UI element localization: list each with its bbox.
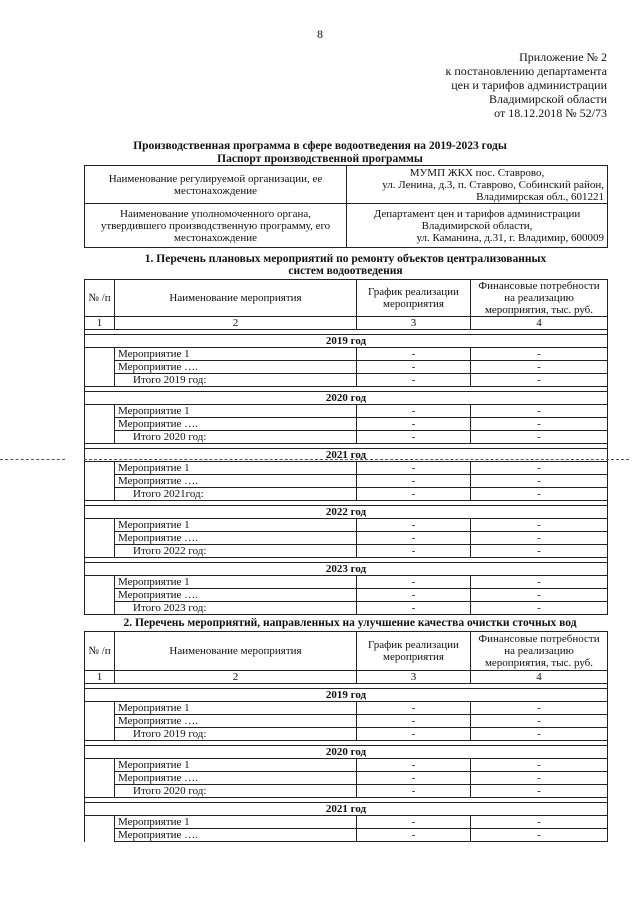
cell-name: Мероприятие 1 <box>115 702 357 715</box>
passport-value <box>347 204 608 248</box>
cell-empty <box>85 785 115 798</box>
passport-label: Наименование регулируемой организации, ее местонахождение <box>85 166 347 204</box>
cell-empty <box>85 532 115 545</box>
cell-schedule: - <box>357 418 471 431</box>
plan-table-2 <box>84 631 608 842</box>
cell-empty <box>85 488 115 501</box>
passport-value-line: Владимирская обл., 601221 <box>476 190 604 203</box>
year-label: 2019 год <box>85 335 608 348</box>
cell-finance: - <box>471 374 608 387</box>
cell-schedule: - <box>357 576 471 589</box>
col-schedule-header: График реализации мероприятия <box>357 632 471 671</box>
appendix-line: Приложение № 2 <box>519 50 607 64</box>
cell-name: Мероприятие 1 <box>115 759 357 772</box>
cell-name: Мероприятие …. <box>115 361 357 374</box>
cell-empty <box>85 462 115 475</box>
passport-label: Наименование уполномоченного органа, утвердившего производственную программу, его местонахождение <box>85 204 347 248</box>
table-row <box>85 829 608 842</box>
cell-finance: - <box>471 759 608 772</box>
year-row <box>85 392 608 405</box>
cell-total: Итого 2022 год: <box>115 545 357 558</box>
cell-name: Мероприятие 1 <box>115 462 357 475</box>
passport-title: Паспорт производственной программы <box>217 153 423 165</box>
col-number: 3 <box>357 671 471 684</box>
column-number-row <box>85 317 608 330</box>
cell-empty <box>85 348 115 361</box>
cell-finance: - <box>471 602 608 615</box>
cell-schedule: - <box>357 348 471 361</box>
cell-schedule: - <box>357 785 471 798</box>
cell-empty <box>85 759 115 772</box>
cell-schedule: - <box>357 715 471 728</box>
cell-finance: - <box>471 702 608 715</box>
table-row <box>85 576 608 589</box>
table-row <box>85 475 608 488</box>
cell-total: Итого 2020 год: <box>115 431 357 444</box>
total-row <box>85 545 608 558</box>
cell-finance: - <box>471 405 608 418</box>
cell-finance: - <box>471 361 608 374</box>
cell-finance: - <box>471 816 608 829</box>
passport-table <box>84 165 608 248</box>
total-row <box>85 728 608 741</box>
cell-schedule: - <box>357 728 471 741</box>
table-row <box>85 405 608 418</box>
year-row <box>85 335 608 348</box>
year-row <box>85 506 608 519</box>
table-row <box>85 462 608 475</box>
cell-schedule: - <box>357 488 471 501</box>
passport-row <box>85 166 608 204</box>
cell-schedule: - <box>357 475 471 488</box>
cell-empty <box>85 772 115 785</box>
cell-empty <box>85 576 115 589</box>
cell-name: Мероприятие …. <box>115 475 357 488</box>
appendix-line: к постановлению департамента <box>445 64 607 78</box>
year-label: 2021 год <box>85 803 608 816</box>
appendix-line: Владимирской области <box>489 92 607 106</box>
cell-empty <box>85 816 115 829</box>
cell-name: Мероприятие …. <box>115 589 357 602</box>
year-row <box>85 689 608 702</box>
passport-value-line: МУМП ЖКХ пос. Ставрово, <box>409 166 545 179</box>
table-row <box>85 702 608 715</box>
cell-schedule: - <box>357 545 471 558</box>
cell-finance: - <box>471 772 608 785</box>
passport-row <box>85 204 608 248</box>
year-row <box>85 803 608 816</box>
col-number: 2 <box>115 317 357 330</box>
cell-schedule: - <box>357 759 471 772</box>
section1-title-line: 1. Перечень плановых мероприятий по ремонту объектов централизованных <box>144 253 547 265</box>
cell-total: Итого 2019 год: <box>115 374 357 387</box>
cell-schedule: - <box>357 431 471 444</box>
cell-name: Мероприятие 1 <box>115 576 357 589</box>
table-row <box>85 418 608 431</box>
cell-schedule: - <box>357 361 471 374</box>
page-number: 8 <box>317 27 323 41</box>
col-num-header: № /п <box>85 280 115 317</box>
passport-value-line: Владимирской области, <box>421 219 533 232</box>
col-number: 1 <box>85 317 115 330</box>
cell-schedule: - <box>357 772 471 785</box>
table-row <box>85 715 608 728</box>
cell-name: Мероприятие …. <box>115 532 357 545</box>
col-number: 3 <box>357 317 471 330</box>
table-row <box>85 589 608 602</box>
cell-schedule: - <box>357 374 471 387</box>
cell-empty <box>85 431 115 444</box>
col-num-header: № /п <box>85 632 115 671</box>
cell-name: Мероприятие 1 <box>115 405 357 418</box>
year-label: 2019 год <box>85 689 608 702</box>
cell-name: Мероприятие …. <box>115 418 357 431</box>
cell-finance: - <box>471 475 608 488</box>
table-row <box>85 348 608 361</box>
cell-empty <box>85 361 115 374</box>
document-title: Производственная программа в сфере водоотведения на 2019-2023 годы <box>133 140 507 152</box>
table-row <box>85 361 608 374</box>
table-row <box>85 759 608 772</box>
cell-empty <box>85 589 115 602</box>
cell-schedule: - <box>357 816 471 829</box>
cell-finance: - <box>471 829 608 842</box>
total-row <box>85 488 608 501</box>
col-finance-header: Финансовые потребности на реализацию мероприятия, тыс. руб. <box>471 280 608 317</box>
section1-title <box>84 253 607 277</box>
cell-finance: - <box>471 431 608 444</box>
section1-title-line: систем водоотведения <box>288 265 403 277</box>
cell-empty <box>85 405 115 418</box>
plan-table-1 <box>84 279 608 615</box>
cell-empty <box>85 702 115 715</box>
cell-finance: - <box>471 576 608 589</box>
cell-name: Мероприятие …. <box>115 829 357 842</box>
cell-name: Мероприятие …. <box>115 772 357 785</box>
cell-total: Итого 2023 год: <box>115 602 357 615</box>
year-label: 2023 год <box>85 563 608 576</box>
cell-schedule: - <box>357 702 471 715</box>
total-row <box>85 602 608 615</box>
fold-line <box>84 459 629 460</box>
cell-finance: - <box>471 462 608 475</box>
cell-name: Мероприятие 1 <box>115 348 357 361</box>
cell-name: Мероприятие 1 <box>115 519 357 532</box>
cell-finance: - <box>471 519 608 532</box>
cell-empty <box>85 728 115 741</box>
cell-empty <box>85 519 115 532</box>
year-label: 2020 год <box>85 392 608 405</box>
col-schedule-header: График реализации мероприятия <box>357 280 471 317</box>
cell-empty <box>85 545 115 558</box>
col-finance-header: Финансовые потребности на реализацию мероприятия, тыс. руб. <box>471 632 608 671</box>
cell-total: Итого 2020 год: <box>115 785 357 798</box>
table-row <box>85 772 608 785</box>
cell-empty <box>85 715 115 728</box>
cell-finance: - <box>471 488 608 501</box>
column-number-row <box>85 671 608 684</box>
total-row <box>85 785 608 798</box>
year-label: 2021 год <box>85 449 608 462</box>
year-label: 2022 год <box>85 506 608 519</box>
cell-finance: - <box>471 728 608 741</box>
cell-total: Итого 2019 год: <box>115 728 357 741</box>
passport-value-line: ул. Ленина, д.3, п. Ставрово, Собинский район, <box>382 178 604 191</box>
cell-empty <box>85 829 115 842</box>
cell-schedule: - <box>357 519 471 532</box>
section2-title: 2. Перечень мероприятий, направленных на улучшение качества очистки сточных вод <box>123 617 577 629</box>
cell-schedule: - <box>357 829 471 842</box>
cell-finance: - <box>471 348 608 361</box>
cell-schedule: - <box>357 602 471 615</box>
cell-finance: - <box>471 589 608 602</box>
cell-finance: - <box>471 418 608 431</box>
cell-name: Мероприятие 1 <box>115 816 357 829</box>
col-number: 1 <box>85 671 115 684</box>
year-row <box>85 746 608 759</box>
table-header-row <box>85 280 608 317</box>
fold-line-left <box>0 459 65 460</box>
cell-schedule: - <box>357 462 471 475</box>
cell-finance: - <box>471 785 608 798</box>
col-number: 4 <box>471 671 608 684</box>
passport-value <box>347 166 608 204</box>
table-row <box>85 816 608 829</box>
table-header-row <box>85 632 608 671</box>
cell-finance: - <box>471 715 608 728</box>
cell-empty <box>85 418 115 431</box>
cell-total: Итого 2021год: <box>115 488 357 501</box>
cell-finance: - <box>471 545 608 558</box>
year-label: 2020 год <box>85 746 608 759</box>
appendix-line: цен и тарифов администрации <box>451 78 607 92</box>
appendix-header <box>446 50 607 120</box>
cell-schedule: - <box>357 405 471 418</box>
cell-finance: - <box>471 532 608 545</box>
table-row <box>85 532 608 545</box>
cell-schedule: - <box>357 532 471 545</box>
total-row <box>85 374 608 387</box>
col-number: 2 <box>115 671 357 684</box>
passport-value-line: Департамент цен и тарифов администрации <box>373 207 581 220</box>
table-row <box>85 519 608 532</box>
col-number: 4 <box>471 317 608 330</box>
appendix-line: от 18.12.2018 № 52/73 <box>494 106 607 120</box>
cell-empty <box>85 602 115 615</box>
cell-empty <box>85 475 115 488</box>
col-name-header: Наименование мероприятия <box>115 632 357 671</box>
cell-empty <box>85 374 115 387</box>
col-name-header: Наименование мероприятия <box>115 280 357 317</box>
total-row <box>85 431 608 444</box>
cell-name: Мероприятие …. <box>115 715 357 728</box>
passport-value-line: ул. Каманина, д.31, г. Владимир, 600009 <box>416 231 604 244</box>
cell-schedule: - <box>357 589 471 602</box>
year-row <box>85 563 608 576</box>
